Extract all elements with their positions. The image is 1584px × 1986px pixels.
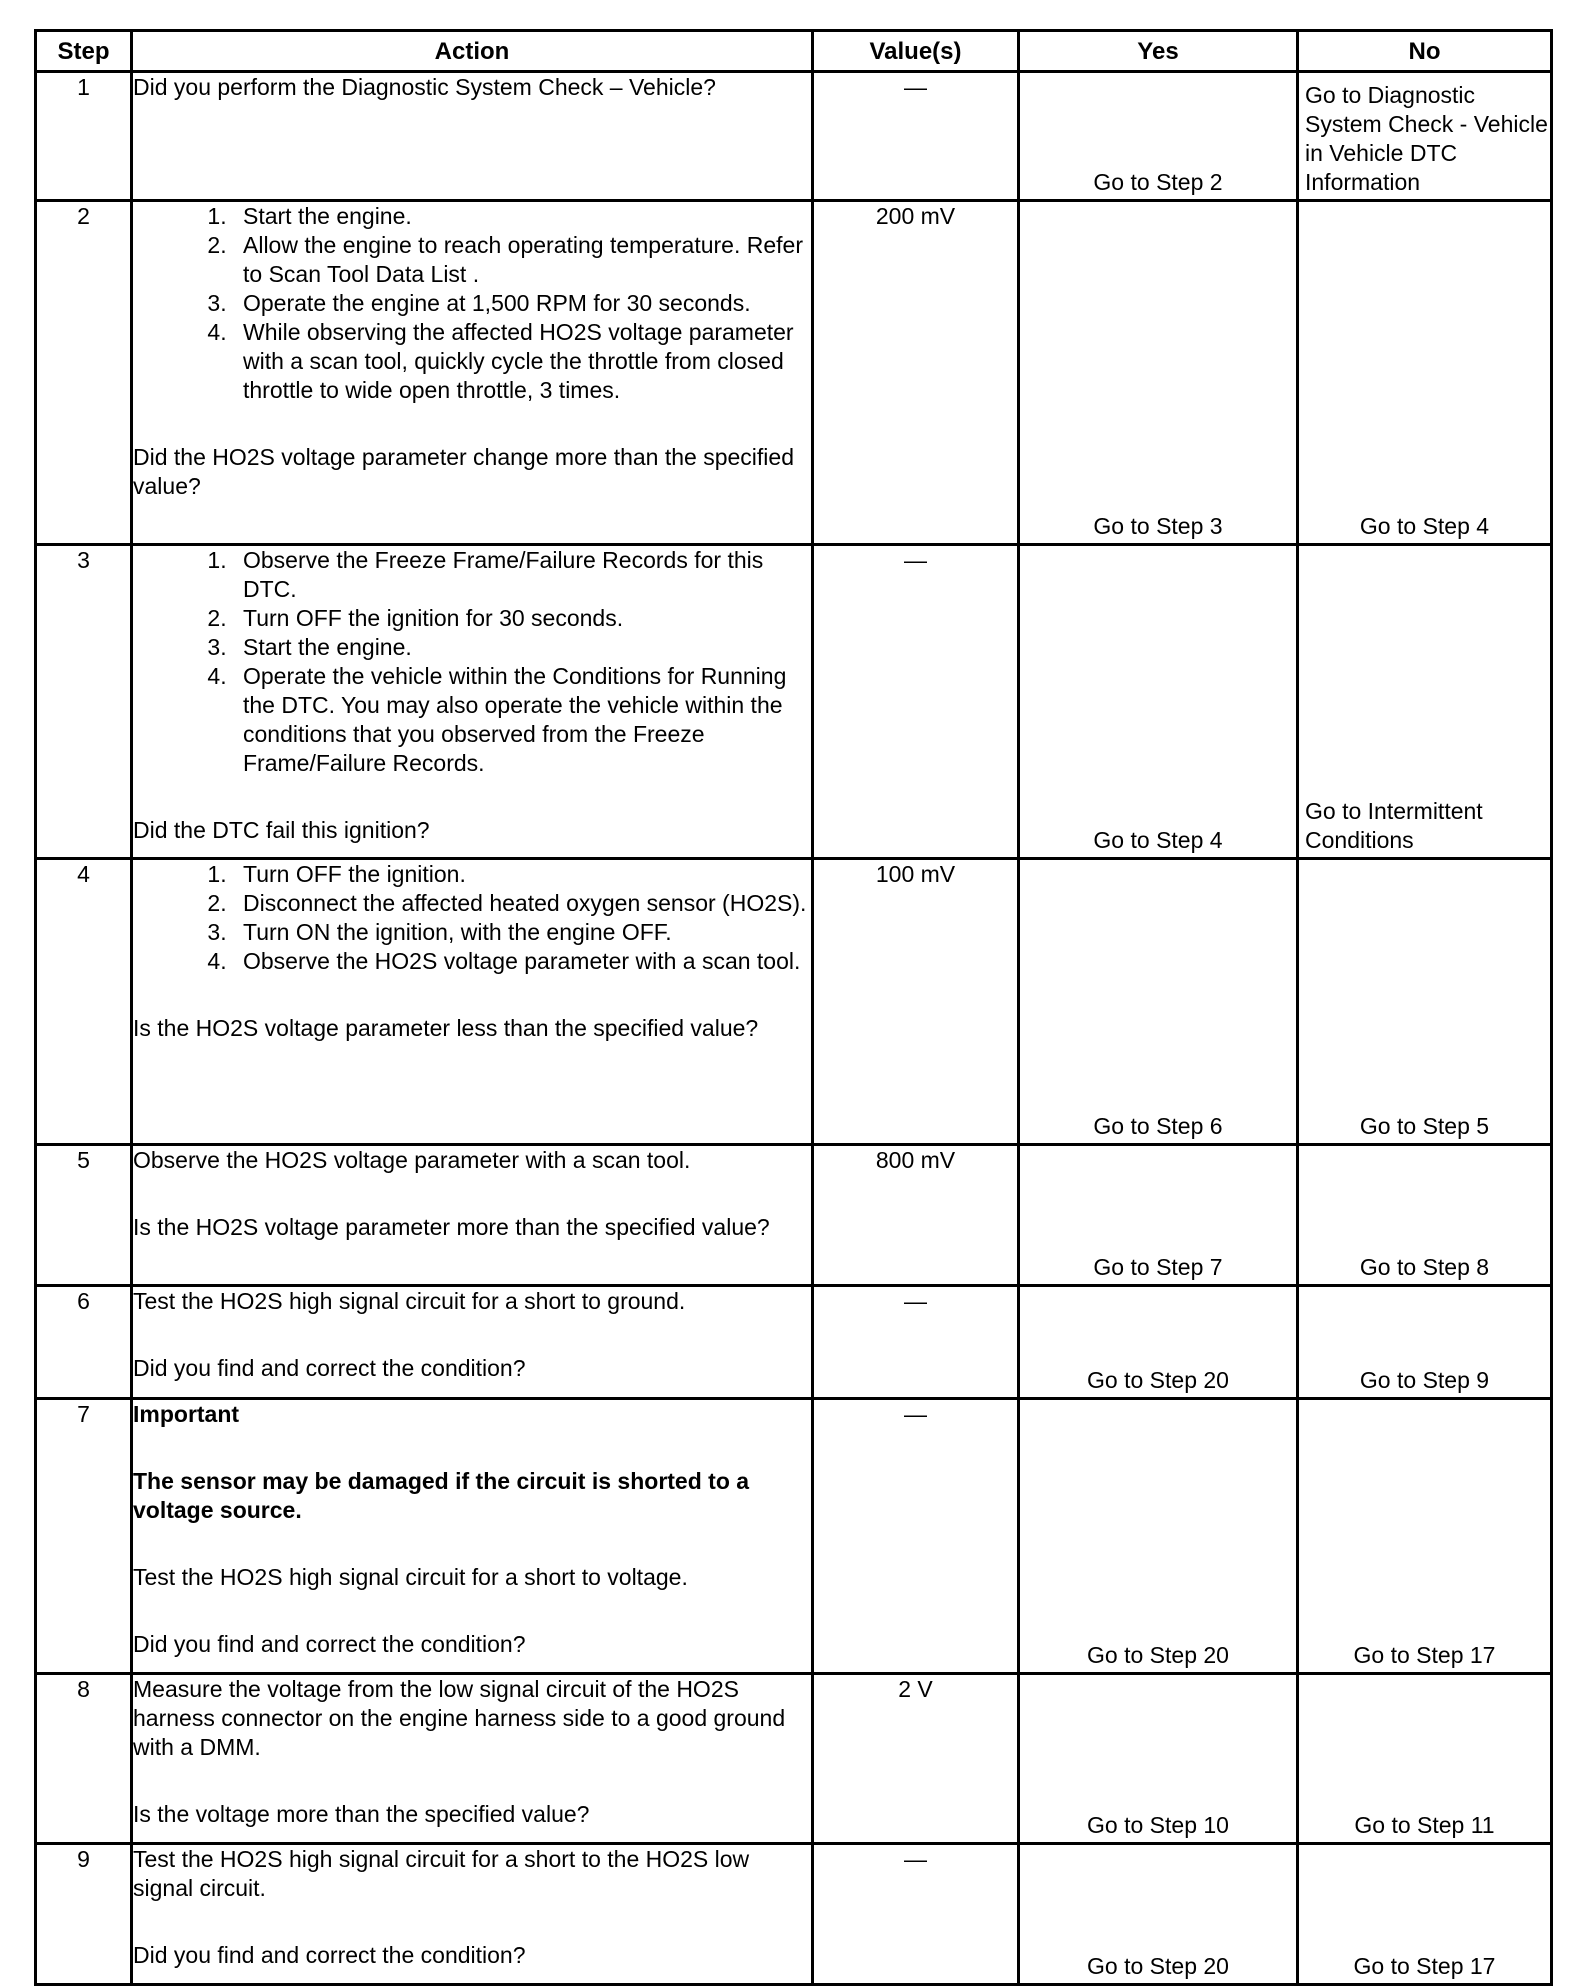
value-cell: 2 V <box>813 1674 1019 1844</box>
question-text: Did you find and correct the condition? <box>133 1631 526 1657</box>
table-row <box>36 545 1552 859</box>
action-cell <box>132 1674 813 1844</box>
header-step: Step <box>36 31 132 72</box>
procedure-item: 3. Start the engine. <box>233 633 811 662</box>
header-row <box>36 31 1552 72</box>
yes-link[interactable]: Go to Step 20 <box>1087 1953 1229 1979</box>
action-cell <box>132 201 813 545</box>
yes-cell <box>1019 1145 1298 1286</box>
instruction-text: Test the HO2S high signal circuit for a short to the HO2S low signal circuit. <box>133 1846 750 1901</box>
value-cell: 800 mV <box>813 1145 1019 1286</box>
question-text: Did you perform the Diagnostic System Check – Vehicle? <box>133 74 716 100</box>
no-cell <box>1298 1844 1552 1985</box>
yes-link[interactable]: Go to Step 6 <box>1093 1113 1223 1139</box>
instruction-text: Measure the voltage from the low signal circuit of the HO2S harness connector on the engine harness side to a good ground with a DMM. <box>133 1676 786 1760</box>
procedure-list <box>133 546 811 778</box>
table-row <box>36 1286 1552 1399</box>
instruction-text: Test the HO2S high signal circuit for a short to voltage. <box>133 1564 688 1590</box>
step-number: 7 <box>36 1399 132 1674</box>
step-number: 1 <box>36 72 132 201</box>
no-link[interactable]: Go to Step 8 <box>1359 1254 1490 1280</box>
no-cell <box>1298 72 1552 201</box>
value-cell: 100 mV <box>813 859 1019 1145</box>
no-link[interactable]: Go to Step 9 <box>1359 1367 1490 1393</box>
yes-cell <box>1019 72 1298 201</box>
header-values: Value(s) <box>813 31 1019 72</box>
procedure-item: 3. Turn ON the ignition, with the engine OFF. <box>233 918 811 947</box>
no-cell <box>1298 859 1552 1145</box>
no-link[interactable]: Go to Step 17 <box>1353 1953 1496 1979</box>
procedure-item: 1. Turn OFF the ignition. <box>233 860 811 889</box>
table-row <box>36 1674 1552 1844</box>
important-label: Important <box>133 1401 240 1427</box>
procedure-item: 4. Observe the HO2S voltage parameter with a scan tool. <box>233 947 811 976</box>
step-number: 8 <box>36 1674 132 1844</box>
yes-link[interactable]: Go to Step 20 <box>1087 1642 1229 1668</box>
step-number: 9 <box>36 1844 132 1985</box>
no-link[interactable]: Go to Step 5 <box>1359 1113 1490 1139</box>
no-link[interactable]: Go to Step 11 <box>1354 1812 1495 1838</box>
no-link[interactable]: Go to Diagnostic System Check - Vehicle in Vehicle DTC Information <box>1305 82 1548 195</box>
no-link[interactable]: Go to Step 4 <box>1359 513 1490 539</box>
yes-link[interactable]: Go to Step 4 <box>1093 827 1223 853</box>
value-cell: 200 mV <box>813 201 1019 545</box>
yes-link[interactable]: Go to Step 2 <box>1093 169 1223 195</box>
no-cell <box>1298 545 1552 859</box>
action-cell <box>132 1844 813 1985</box>
question-text: Is the HO2S voltage parameter less than the specified value? <box>133 1015 759 1041</box>
procedure-item: 3. Operate the engine at 1,500 RPM for 30 seconds. <box>233 289 811 318</box>
no-link[interactable]: Go to Intermittent Conditions <box>1305 798 1483 853</box>
yes-cell <box>1019 545 1298 859</box>
table-row <box>36 201 1552 545</box>
no-cell <box>1298 1145 1552 1286</box>
step-number: 6 <box>36 1286 132 1399</box>
procedure-item: 2. Allow the engine to reach operating temperature. Refer to Scan Tool Data List . <box>233 231 811 289</box>
step-number: 4 <box>36 859 132 1145</box>
yes-cell <box>1019 201 1298 545</box>
procedure-list <box>133 860 811 976</box>
yes-cell <box>1019 1286 1298 1399</box>
no-cell <box>1298 1399 1552 1674</box>
no-cell <box>1298 1286 1552 1399</box>
action-cell <box>132 1286 813 1399</box>
yes-cell <box>1019 859 1298 1145</box>
value-cell: — <box>813 1399 1019 1674</box>
yes-link[interactable]: Go to Step 10 <box>1087 1812 1229 1838</box>
table-row <box>36 72 1552 201</box>
procedure-item: 2. Disconnect the affected heated oxygen sensor (HO2S). <box>233 889 811 918</box>
step-number: 5 <box>36 1145 132 1286</box>
action-cell <box>132 859 813 1145</box>
yes-link[interactable]: Go to Step 20 <box>1087 1367 1229 1393</box>
question-text: Is the voltage more than the specified value? <box>133 1801 590 1827</box>
question-text: Did you find and correct the condition? <box>133 1942 526 1968</box>
question-text: Did the DTC fail this ignition? <box>133 817 430 843</box>
action-cell <box>132 1399 813 1674</box>
important-text: The sensor may be damaged if the circuit is shorted to a voltage source. <box>133 1468 750 1523</box>
question-text: Is the HO2S voltage parameter more than the specified value? <box>133 1214 770 1240</box>
table-row <box>36 1399 1552 1674</box>
yes-cell <box>1019 1399 1298 1674</box>
header-no: No <box>1298 31 1552 72</box>
procedure-item: 2. Turn OFF the ignition for 30 seconds. <box>233 604 811 633</box>
action-cell <box>132 1145 813 1286</box>
yes-link[interactable]: Go to Step 7 <box>1093 1254 1223 1280</box>
instruction-text: Test the HO2S high signal circuit for a short to ground. <box>133 1288 686 1314</box>
yes-cell <box>1019 1674 1298 1844</box>
question-text: Did you find and correct the condition? <box>133 1355 526 1381</box>
value-cell: — <box>813 1286 1019 1399</box>
yes-cell <box>1019 1844 1298 1985</box>
diagnostic-table <box>34 29 1553 1986</box>
no-link[interactable]: Go to Step 17 <box>1353 1642 1496 1668</box>
procedure-item: 4. Operate the vehicle within the Conditions for Running the DTC. You may also operate the vehicle within the conditions that you observed from the Freeze Frame/Failure Records. <box>233 662 811 778</box>
value-cell: — <box>813 545 1019 859</box>
table-row <box>36 859 1552 1145</box>
question-text: Did the HO2S voltage parameter change more than the specified value? <box>133 444 794 499</box>
procedure-item: 1. Observe the Freeze Frame/Failure Records for this DTC. <box>233 546 811 604</box>
table-row <box>36 1145 1552 1286</box>
value-cell: — <box>813 72 1019 201</box>
action-cell <box>132 72 813 201</box>
procedure-item: 1. Start the engine. <box>233 202 811 231</box>
table-row <box>36 1844 1552 1985</box>
no-cell <box>1298 1674 1552 1844</box>
procedure-item: 4. While observing the affected HO2S voltage parameter with a scan tool, quickly cycle the throttle from closed throttle to wide open throttle, 3 times. <box>233 318 811 405</box>
no-cell <box>1298 201 1552 545</box>
procedure-list <box>133 202 811 405</box>
header-yes: Yes <box>1019 31 1298 72</box>
step-number: 3 <box>36 545 132 859</box>
yes-link[interactable]: Go to Step 3 <box>1093 513 1223 539</box>
action-cell <box>132 545 813 859</box>
instruction-text: Observe the HO2S voltage parameter with a scan tool. <box>133 1147 691 1173</box>
value-cell: — <box>813 1844 1019 1985</box>
header-action: Action <box>132 31 813 72</box>
step-number: 2 <box>36 201 132 545</box>
